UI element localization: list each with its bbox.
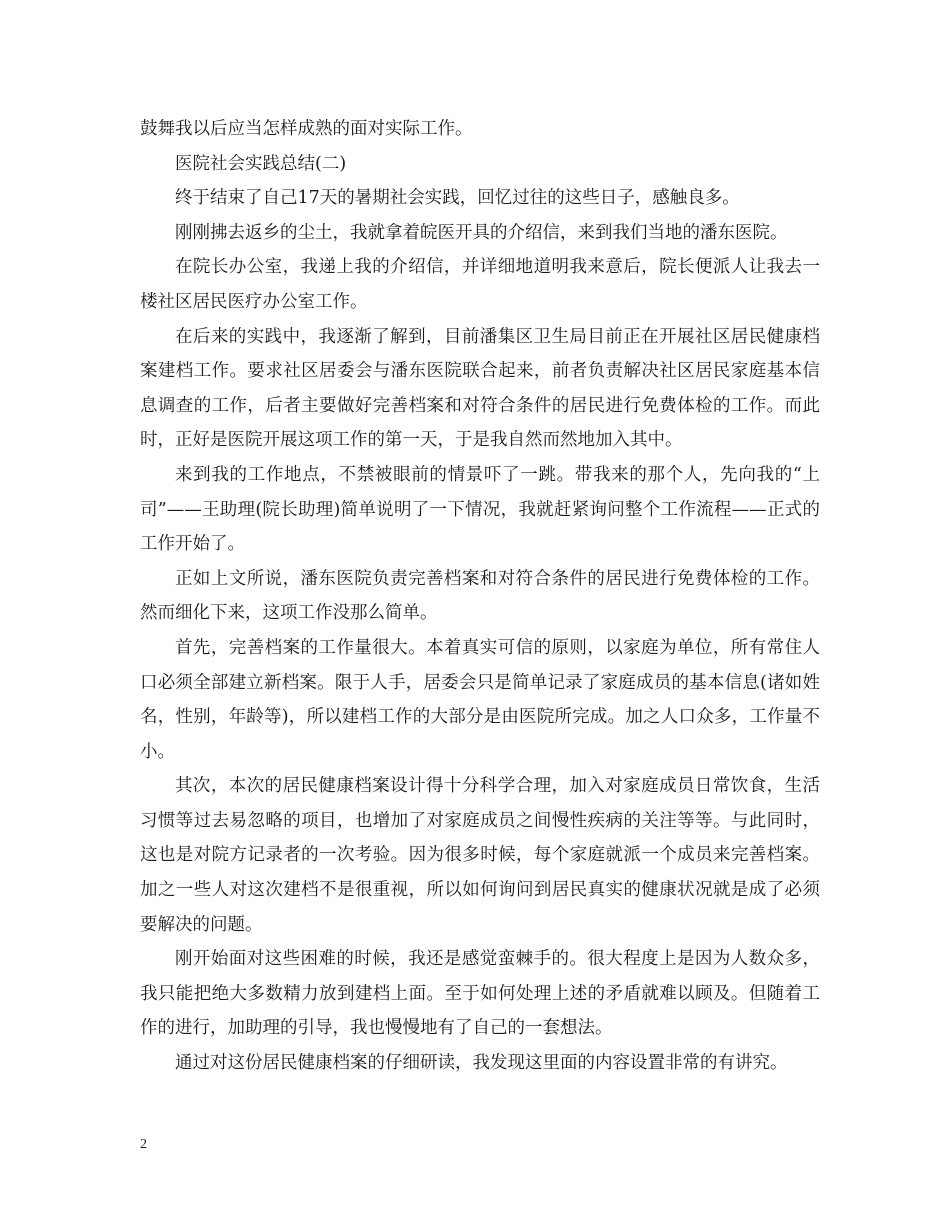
paragraph: 首先，完善档案的工作量很大。本着真实可信的原则，以家庭为单位，所有常住人口必须全部建立新档案。限于人手，居委会只是简单记录了家庭成员的基本信息(诸如姓名，性别，年龄等)，所以建档工作的大部分是由医院所完成。加之人口众多，工作量不小。	[140, 637, 820, 762]
continuation-line: 鼓舞我以后应当怎样成熟的面对实际工作。	[140, 119, 473, 139]
paragraph: 通过对这份居民健康档案的仔细研读，我发现这里面的内容设置非常的有讲究。	[175, 1053, 788, 1074]
paragraph: 其次，本次的居民健康档案设计得十分科学合理，加入对家庭成员日常饮食，生活习惯等过去易忽略的项目，也增加了对家庭成员之间慢性疾病的关注等等。与此同时，这也是对院方记录者的一次考验。因为很多时候，每个家庭就派一个成员来完善档案。加之一些人对这次建档不是很重视，所以如何询问到居民真实的健康状况就是成了必须要解决的问题。	[140, 776, 820, 935]
paragraph: 终于结束了自己17天的暑期社会实践，回忆过往的这些日子，感触良多。	[175, 188, 740, 209]
paragraph: 刚开始面对这些困难的时候，我还是感觉蛮棘手的。很大程度上是因为人数众多，我只能把绝大多数精力放到建档上面。至于如何处理上述的矛盾就难以顾及。但随着工作的进行，加助理的引导，我也慢慢地有了自己的一套想法。	[140, 949, 820, 1039]
paragraph: 在院长办公室，我递上我的介绍信，并详细地道明我来意后，院长便派人让我去一楼社区居民医疗办公室工作。	[140, 257, 820, 312]
paragraph: 来到我的工作地点，不禁被眼前的情景吓了一跳。带我来的那个人，先向我的“上司”——王助理(院长助理)简单说明了一下情况，我就赶紧询问整个工作流程——正式的工作开始了。	[140, 464, 820, 555]
page-number: 2	[140, 1137, 147, 1152]
paragraph: 在后来的实践中，我逐渐了解到，目前潘集区卫生局目前正在开展社区居民健康档案建档工作。要求社区居委会与潘东医院联合起来，前者负责解决社区居民家庭基本信息调查的工作，后者主要做好完善档案和对符合条件的居民进行免费体检的工作。而此时，正好是医院开展这项工作的第一天，于是我自然而然地加入其中。	[140, 326, 820, 451]
section-title: 医院社会实践总结(二)	[175, 153, 347, 174]
body-text	[140, 112, 820, 1081]
paragraph: 正如上文所说，潘东医院负责完善档案和对符合条件的居民进行免费体检的工作。然而细化下来，这项工作没那么简单。	[140, 568, 820, 624]
paragraph: 刚刚拂去返乡的尘土，我就拿着皖医开具的介绍信，来到我们当地的潘东医院。	[175, 222, 788, 243]
